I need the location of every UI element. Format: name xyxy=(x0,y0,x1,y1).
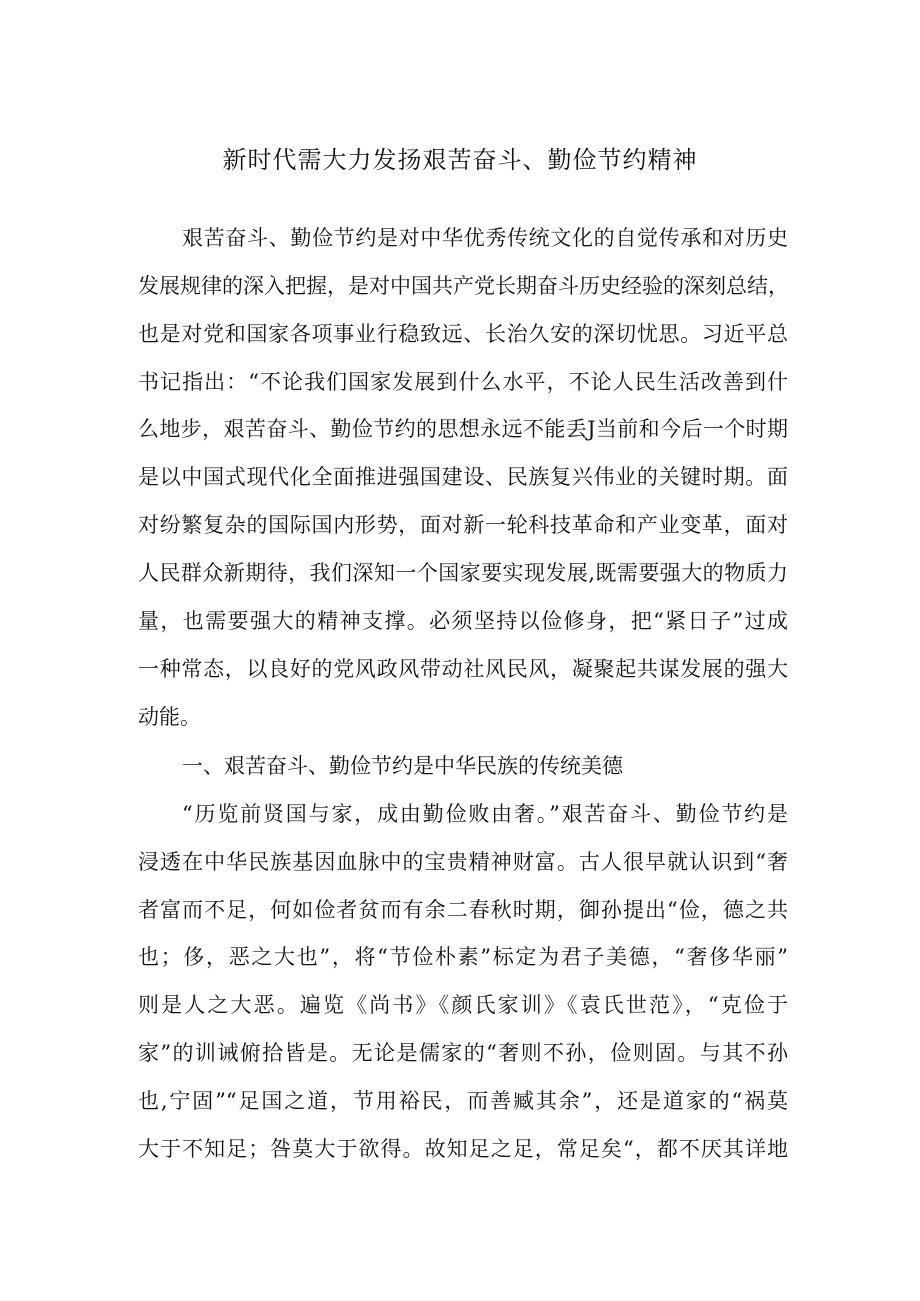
section-line-8: 大于不知足；咎莫大于欲得。故知足之足，常足矣“，都不厌其详地 xyxy=(138,1137,788,1161)
intro-line-11: 动能。 xyxy=(138,705,201,729)
intro-line-3: 也是对党和国家各项事业行稳致远、长治久安的深切忧思。习近平总 xyxy=(138,322,788,346)
section-heading: 一、艰苦奋斗、勤俭节约是中华民族的传统美德 xyxy=(182,754,623,778)
intro-line-7: 对纷繁复杂的国际国内形势，面对新一轮科技革命和产业变革，面对 xyxy=(138,513,788,537)
intro-line-4: 书记指出：“不论我们国家发展到什么水平，不论人民生活改善到什 xyxy=(138,370,788,394)
section-line-1: “历览前贤国与家，成由勤俭败由奢。”艰苦奋斗、勤俭节约是 xyxy=(182,802,788,826)
section-line-7: 也,宁固”“足国之道，节用裕民，而善臧其余”，还是道家的“祸莫 xyxy=(138,1089,788,1113)
intro-line-8: 人民群众新期待，我们深知一个国家要实现发展,既需要强大的物质力 xyxy=(138,561,788,585)
section-line-6: 家”的训诫俯拾皆是。无论是儒家的“奢则不孙，俭则固。与其不孙 xyxy=(138,1041,788,1065)
intro-line-10: 一种常态，以良好的党风政风带动社风民风，凝聚起共谋发展的强大 xyxy=(138,657,788,681)
intro-line-9: 量，也需要强大的精神支撑。必须坚持以俭修身，把“紧日子”过成 xyxy=(138,609,788,633)
section-line-2: 浸透在中华民族基因血脉中的宝贵精神财富。古人很早就认识到“奢 xyxy=(138,850,788,874)
intro-line-2: 发展规律的深入把握，是对中国共产党长期奋斗历史经验的深刻总结， xyxy=(138,274,789,298)
intro-line-5: 么地步，艰苦奋斗、勤俭节约的思想永远不能丢J当前和今后一个时期 xyxy=(138,417,788,441)
section-line-4: 也；侈，恶之大也”，将“节俭朴素”标定为君子美德，“奢侈华丽” xyxy=(138,945,788,969)
intro-line-6: 是以中国式现代化全面推进强国建设、民族复兴伟业的关键时期。面 xyxy=(138,465,788,489)
section-line-3: 者富而不足，何如俭者贫而有余二春秋时期，御孙提出“俭，德之共 xyxy=(138,898,788,922)
intro-line-1: 艰苦奋斗、勤俭节约是对中华优秀传统文化的自觉传承和对历史 xyxy=(182,226,788,250)
document-title: 新时代需大力发扬艰苦奋斗、勤俭节约精神 xyxy=(222,146,698,174)
section-line-5: 则是人之大恶。遍览《尚书》《颜氏家训》《袁氏世范》，“克俭于 xyxy=(138,993,788,1017)
